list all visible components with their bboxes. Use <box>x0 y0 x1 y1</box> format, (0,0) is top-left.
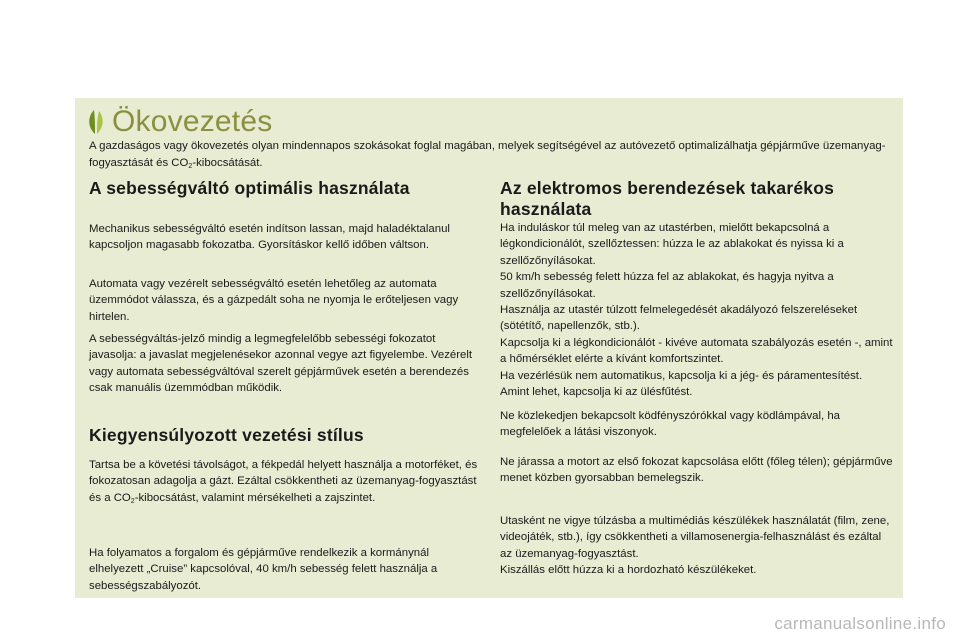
electrical-line: Használja az utastér túlzott felmelegedését akadályozó felszereléseket (sötétítő, napellenzők, stb.). <box>500 304 858 333</box>
electrical-line: Utasként ne vigye túlzásba a multimédiás készülékek használatát (film, zene, videojáték, stb.), így csökkentheti a villamosenergia-felhasználást és ezáltal az üzemanyag-fogyasztást. <box>500 515 890 560</box>
electrical-line: Ha vezérlésük nem automatikus, kapcsolja ki a jég- és páramentesítést. <box>500 369 863 382</box>
electrical-line: 50 km/h sebesség felett húzza fel az ablakokat, és hagyja nyitva a szellőzőnyílásokat. <box>500 271 834 300</box>
electrical-line: Ha induláskor túl meleg van az utastérben, mielőtt bekapcsolná a légkondicionálót, szellőztessen: húzza le az ablakokat és nyissa ki a szellőzőnyílásokat. <box>500 222 844 267</box>
intro-text-part1: A gazdaságos vagy ökovezetés olyan mindennapos szokásokat foglal magában, melyek segítségével az autóvezető optimalizálhatja gépjárműve üzemanyag-fogyasztását és CO <box>89 140 886 169</box>
heading-driving-style: Kiegyensúlyozott vezetési stílus <box>89 425 364 445</box>
intro-text-part2: -kibocsátását. <box>192 157 263 169</box>
heading-gearbox: A sebességváltó optimális használata <box>89 178 410 198</box>
electrical-paragraph-4 <box>500 513 895 579</box>
driving-style-paragraph-1 <box>89 457 484 506</box>
electrical-line: Kapcsolja ki a légkondicionálót - kivéve automata szabályozás esetén -, amint a hőmérséklet elérte a kívánt komfortszintet. <box>500 336 893 366</box>
watermark: carmanualsonline.info <box>774 614 946 633</box>
intro-text <box>89 138 894 172</box>
gearbox-paragraph-3: A sebességváltás-jelző mindig a legmegfelelőbb sebességi fokozatot javasolja: a javaslat megjelenésekor azonnal vegye azt figyelembe. Vezérelt vagy automata sebességváltóval szerelt gépjárművek esetén a berendezés csak manuális üzemmódban működik. <box>89 333 473 395</box>
electrical-paragraph-2: Ne közlekedjen bekapcsolt ködfényszórókkal vagy ködlámpával, ha megfelelőek a látási viszonyok. <box>500 410 841 439</box>
driving-style-text-part1: Tartsa be a követési távolságot, a fékpedál helyett használja a motorféket, és fokozatosan adagolja a gázt. Ezáltal csökkentheti az üzemanyag-fogyasztást és a CO <box>89 459 478 504</box>
title-row <box>86 102 272 142</box>
electrical-paragraph-1 <box>500 220 895 400</box>
electrical-line: Amint lehet, kapcsolja ki az ülésfűtést. <box>500 386 693 399</box>
page-title: Ökovezetés <box>112 105 273 138</box>
heading-electrical: Az elektromos berendezések takarékos használata <box>500 178 835 219</box>
driving-style-text-part2: -kibocsátást, valamint mérsékelheti a zajszintet. <box>134 491 376 504</box>
intro-subscript: 2 <box>188 163 193 170</box>
gearbox-paragraph-2: Automata vagy vezérelt sebességváltó esetén lehetőleg az automata üzemmódot válassza, és a gázpedált soha ne nyomja le erőteljesen vagy hirtelen. <box>89 278 459 323</box>
driving-style-subscript: 2 <box>130 497 135 505</box>
driving-style-paragraph-2: Ha folyamatos a forgalom és gépjárműve rendelkezik a kormánynál elhelyezett „Cruise” kapcsolóval, 40 km/h sebesség felett használja a sebességszabályozót. <box>89 547 438 592</box>
gearbox-paragraph-1: Mechanikus sebességváltó esetén indítson lassan, majd haladéktalanul kapcsoljon magasabb fokozatba. Gyorsításkor kellő időben váltson. <box>89 223 450 252</box>
leaf-icon <box>86 108 106 136</box>
electrical-paragraph-3: Ne járassa a motort az első fokozat kapcsolása előtt (főleg télen); gépjárműve menet közben gyorsabban bemelegszik. <box>500 456 893 485</box>
electrical-line: Kiszállás előtt húzza ki a hordozható készülékeket. <box>500 564 757 577</box>
